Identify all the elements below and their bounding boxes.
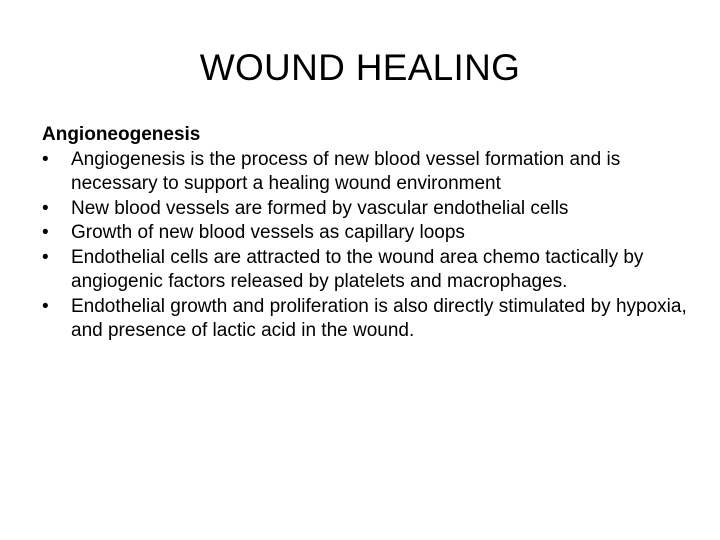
bullet-text: Growth of new blood vessels as capillary loops xyxy=(71,222,465,243)
bullet-item xyxy=(42,295,702,344)
bullet-marker: • xyxy=(42,197,49,219)
section-heading: Angioneogenesis xyxy=(42,124,201,145)
slide-content xyxy=(42,123,702,344)
bullet-item xyxy=(42,221,702,246)
bullet-text: Endothelial growth and proliferation is also directly stimulated by hypoxia, and presence of lactic acid in the wound. xyxy=(71,295,687,341)
bullet-marker: • xyxy=(42,222,49,243)
bullet-marker: • xyxy=(42,295,49,317)
slide-title: WOUND HEALING xyxy=(199,47,521,88)
bullet-text: Endothelial cells are attracted to the wound area chemo tactically by angiogenic factors released by platelets and macrophages. xyxy=(71,246,644,292)
bullet-text: Angiogenesis is the process of new blood vessel formation and is necessary to support a healing wound environment xyxy=(71,148,621,194)
bullet-marker: • xyxy=(42,246,49,268)
bullet-item xyxy=(42,148,702,197)
bullet-item xyxy=(42,197,702,222)
bullet-marker: • xyxy=(42,148,49,170)
bullet-item xyxy=(42,246,702,295)
bullet-list xyxy=(42,148,702,344)
bullet-text: New blood vessels are formed by vascular endothelial cells xyxy=(71,197,569,219)
